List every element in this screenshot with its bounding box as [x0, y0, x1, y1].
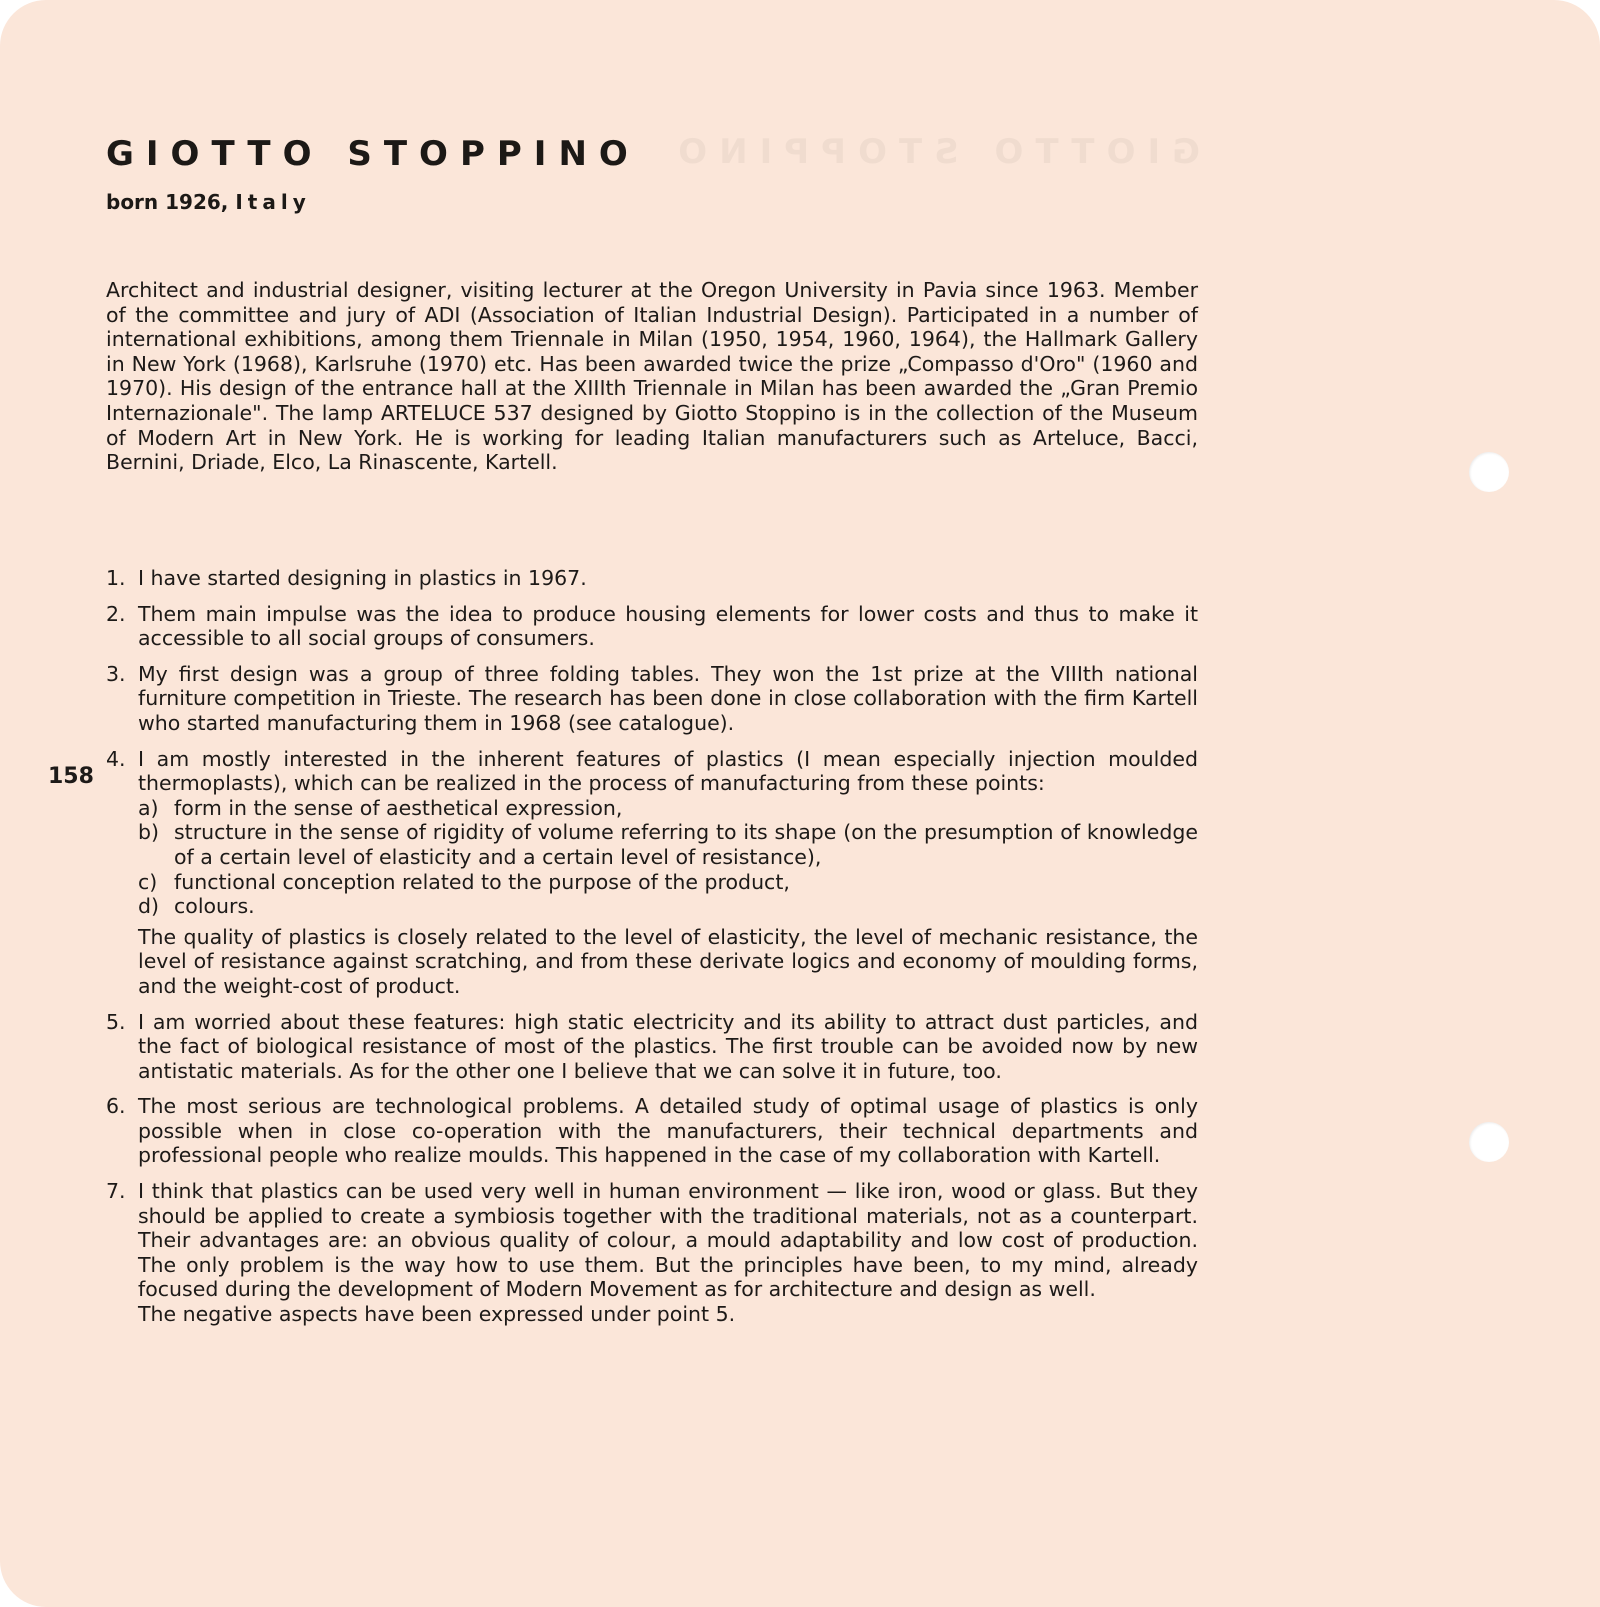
answers-list: [106, 566, 1198, 1327]
birth-info: [106, 190, 311, 214]
feature-point-a: [138, 796, 1198, 821]
answer-number: 2.: [106, 601, 126, 626]
answer-text: I am worried about these features: high static electricity and its ability to attract dust particles, and the fact of biological resistance of most of the plastics. The first trouble can be avoided now by new antistatic materials. As for the other one I believe that we can solve it in future, too.: [138, 1009, 1198, 1083]
answer-text: Them main impulse was the idea to produce housing elements for lower costs and thus to make it accessible to all social groups of consumers.: [138, 601, 1198, 651]
answer-text: I think that plastics can be used very well in human environment — like iron, wood or glass. But they should be applied to create a symbiosis together with the traditional materials, not as a counterpart. Their advantages are: an obvious quality of colour, a mould adaptability and low cost of production. The only problem is the way how to use them. But the principles have been, to my mind, already focused during the development of Modern Movement as for architecture and design as well.: [138, 1179, 1198, 1302]
answer-number: 3.: [106, 661, 126, 686]
answer-7: [106, 1179, 1198, 1327]
feature-points-list: [138, 796, 1198, 919]
answer-followup-text: The negative aspects have been expressed under point 5.: [138, 1302, 736, 1327]
answer-number: 1.: [106, 566, 126, 590]
designer-name-heading: GIOTTO STOPPINO: [106, 134, 640, 174]
answer-text: I have started designing in plastics in 1967.: [138, 566, 587, 590]
answer-3: [106, 662, 1198, 736]
answer-followup-text: The quality of plastics is closely related to the level of elasticity, the level of mechanic resistance, the level of resistance against scratching, and from these derivate logics and economy of moulding forms, and the weight-cost of product.: [138, 924, 1198, 998]
answer-6: [106, 1094, 1198, 1168]
point-letter: d): [138, 894, 160, 919]
feature-point-d: [138, 894, 1198, 919]
binder-punch-hole-bottom: [1469, 1122, 1509, 1162]
answer-1: [106, 566, 1198, 591]
page-number: 158: [48, 764, 94, 789]
answer-number: 4.: [106, 746, 126, 771]
answer-text: My first design was a group of three folding tables. They won the 1st prize at the VIIIth national furniture competition in Trieste. The research has been done in close collaboration with the firm Kartell who started manufacturing them in 1968 (see catalogue).: [138, 661, 1198, 735]
biography-paragraph: Architect and industrial designer, visiting lecturer at the Oregon University in Pavia since 1963. Member of the committee and jury of ADI (Association of Italian Industrial Design). Participated in a number of international exhibitions, among them Triennale in Milan (1950, 1954, 1960, 1964), the Hallmark Gallery in New York (1968), Karlsruhe (1970) etc. Has been awarded twice the prize „Compasso d'Oro" (1960 and 1970). His design of the entrance hall at the XIIIth Triennale in Milan has been awarded the „Gran Premio Internazionale". The lamp ARTELUCE 537 designed by Giotto Stoppino is in the collection of the Museum of Modern Art in New York. He is working for leading Italian manufacturers such as Arteluce, Bacci, Bernini, Driade, Elco, La Rinascente, Kartell.: [106, 278, 1198, 475]
point-text: colours.: [174, 894, 255, 919]
point-letter: c): [138, 869, 158, 894]
point-text: form in the sense of aesthetical expression,: [174, 795, 623, 820]
answer-5: [106, 1010, 1198, 1084]
binder-punch-hole-top: [1469, 452, 1509, 492]
show-through-heading: [700, 132, 1200, 172]
feature-point-c: [138, 870, 1198, 895]
answer-number: 7.: [106, 1179, 126, 1204]
point-letter: b): [138, 820, 160, 845]
point-text: structure in the sense of rigidity of volume referring to its shape (on the presumption of knowledge of a certain level of elasticity and a certain level of resistance),: [174, 820, 1198, 869]
answer-2: [106, 602, 1198, 651]
birth-country: Italy: [235, 190, 311, 214]
answer-text: I am mostly interested in the inherent features of plastics (I mean especially injection moulded thermoplasts), which can be realized in the process of manufacturing from these points:: [138, 746, 1198, 796]
feature-point-b: [138, 820, 1198, 869]
answer-text: The most serious are technological problems. A detailed study of optimal usage of plastics is only possible when in close co-operation with the manufacturers, their technical departments and professional people who realize moulds. This happened in the case of my collaboration with Kartell.: [138, 1094, 1198, 1168]
point-letter: a): [138, 795, 159, 820]
answer-number: 5.: [106, 1009, 126, 1034]
point-text: functional conception related to the purpose of the product,: [174, 869, 790, 894]
birth-year: born 1926,: [106, 190, 229, 214]
answer-4: [106, 747, 1198, 999]
answer-number: 6.: [106, 1094, 126, 1119]
